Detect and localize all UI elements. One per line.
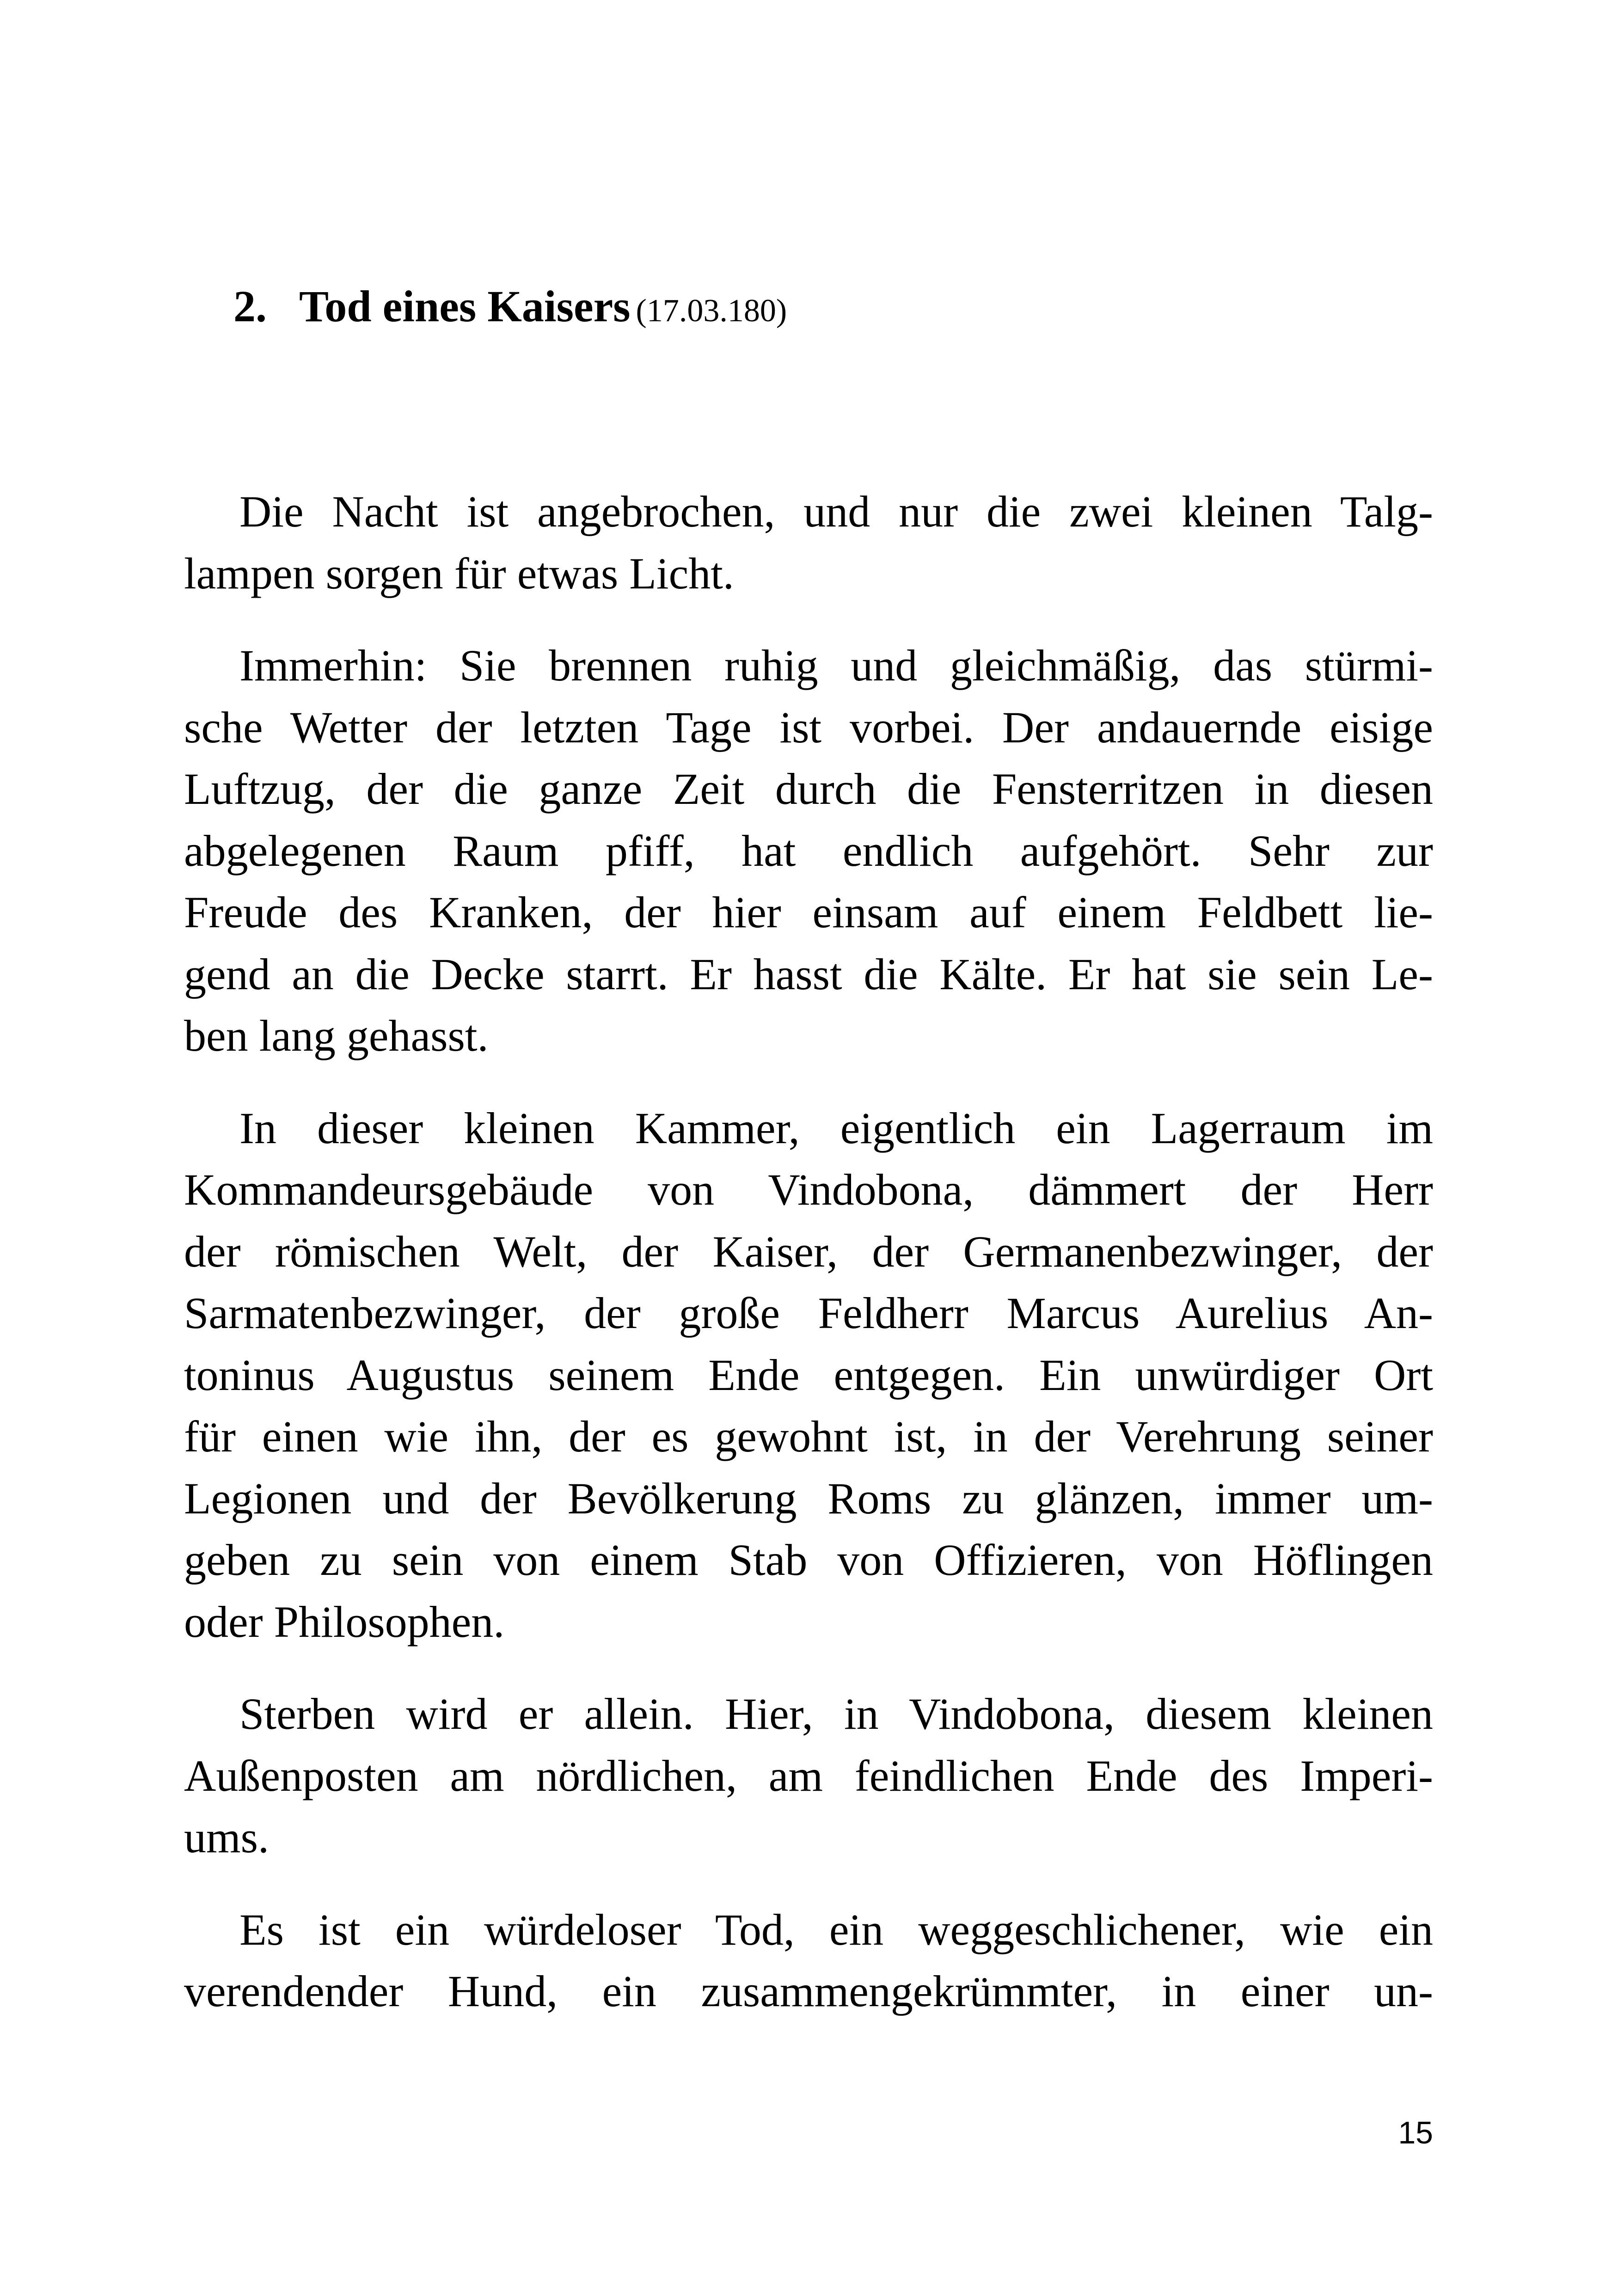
text-line: Immerhin: Sie brennen ruhig und gleichmäßig, das stürmi- bbox=[239, 641, 1433, 690]
page-number: 15 bbox=[1398, 2115, 1433, 2150]
text-line: der römischen Welt, der Kaiser, der Germanenbezwinger, der bbox=[184, 1226, 1433, 1276]
text-line: gend an die Decke starrt. Er hasst die Kälte. Er hat sie sein Le- bbox=[184, 949, 1433, 999]
text-line: für einen wie ihn, der es gewohnt ist, in der Verehrung seiner bbox=[184, 1412, 1433, 1461]
paragraph bbox=[184, 1899, 1433, 2022]
text-line: oder Philosophen. bbox=[184, 1597, 505, 1647]
text-line: verendender Hund, ein zusammengekrümmter, in einer un- bbox=[184, 1966, 1433, 2016]
text-line: lampen sorgen für etwas Licht. bbox=[184, 548, 734, 598]
text-line: Kommandeursgebäude von Vindobona, dämmert der Herr bbox=[184, 1165, 1433, 1214]
text-line: Freude des Kranken, der hier einsam auf einem Feldbett lie- bbox=[184, 888, 1433, 937]
text-line: ums. bbox=[184, 1812, 270, 1862]
chapter-date: (17.03.180) bbox=[636, 293, 787, 329]
text-line: toninus Augustus seinem Ende entgegen. Ein unwürdiger Ort bbox=[184, 1350, 1433, 1400]
text-line: Außenposten am nördlichen, am feindlichen Ende des Imperi- bbox=[184, 1751, 1433, 1800]
text-line: Legionen und der Bevölkerung Roms zu glänzen, immer um- bbox=[184, 1473, 1433, 1523]
text-line: ben lang gehasst. bbox=[184, 1011, 489, 1060]
text-line: Sterben wird er allein. Hier, in Vindobona, diesem kleinen bbox=[239, 1689, 1433, 1739]
paragraph bbox=[184, 481, 1433, 604]
text-line: In dieser kleinen Kammer, eigentlich ein Lagerraum im bbox=[239, 1103, 1433, 1153]
paragraph bbox=[184, 1097, 1433, 1653]
text-line: Die Nacht ist angebrochen, und nur die zwei kleinen Talg- bbox=[239, 487, 1433, 536]
paragraph bbox=[184, 1683, 1433, 1868]
text-line: Es ist ein würdeloser Tod, ein weggeschlichener, wie ein bbox=[239, 1904, 1433, 1954]
body-text bbox=[184, 481, 1433, 2022]
text-line: sche Wetter der letzten Tage ist vorbei. Der andauernde eisige bbox=[184, 702, 1433, 752]
text-line: Sarmatenbezwinger, der große Feldherr Marcus Aurelius An- bbox=[184, 1288, 1433, 1338]
text-line: Luftzug, der die ganze Zeit durch die Fensterritzen in diesen bbox=[184, 764, 1433, 814]
chapter-title: Tod eines Kaisers bbox=[299, 282, 631, 331]
chapter-number: 2. bbox=[233, 282, 267, 331]
paragraph bbox=[184, 635, 1433, 1067]
text-line: abgelegenen Raum pfiff, hat endlich aufgehört. Sehr zur bbox=[184, 826, 1433, 876]
text-line: geben zu sein von einem Stab von Offizieren, von Höflingen bbox=[184, 1535, 1433, 1585]
chapter-heading bbox=[233, 284, 787, 329]
